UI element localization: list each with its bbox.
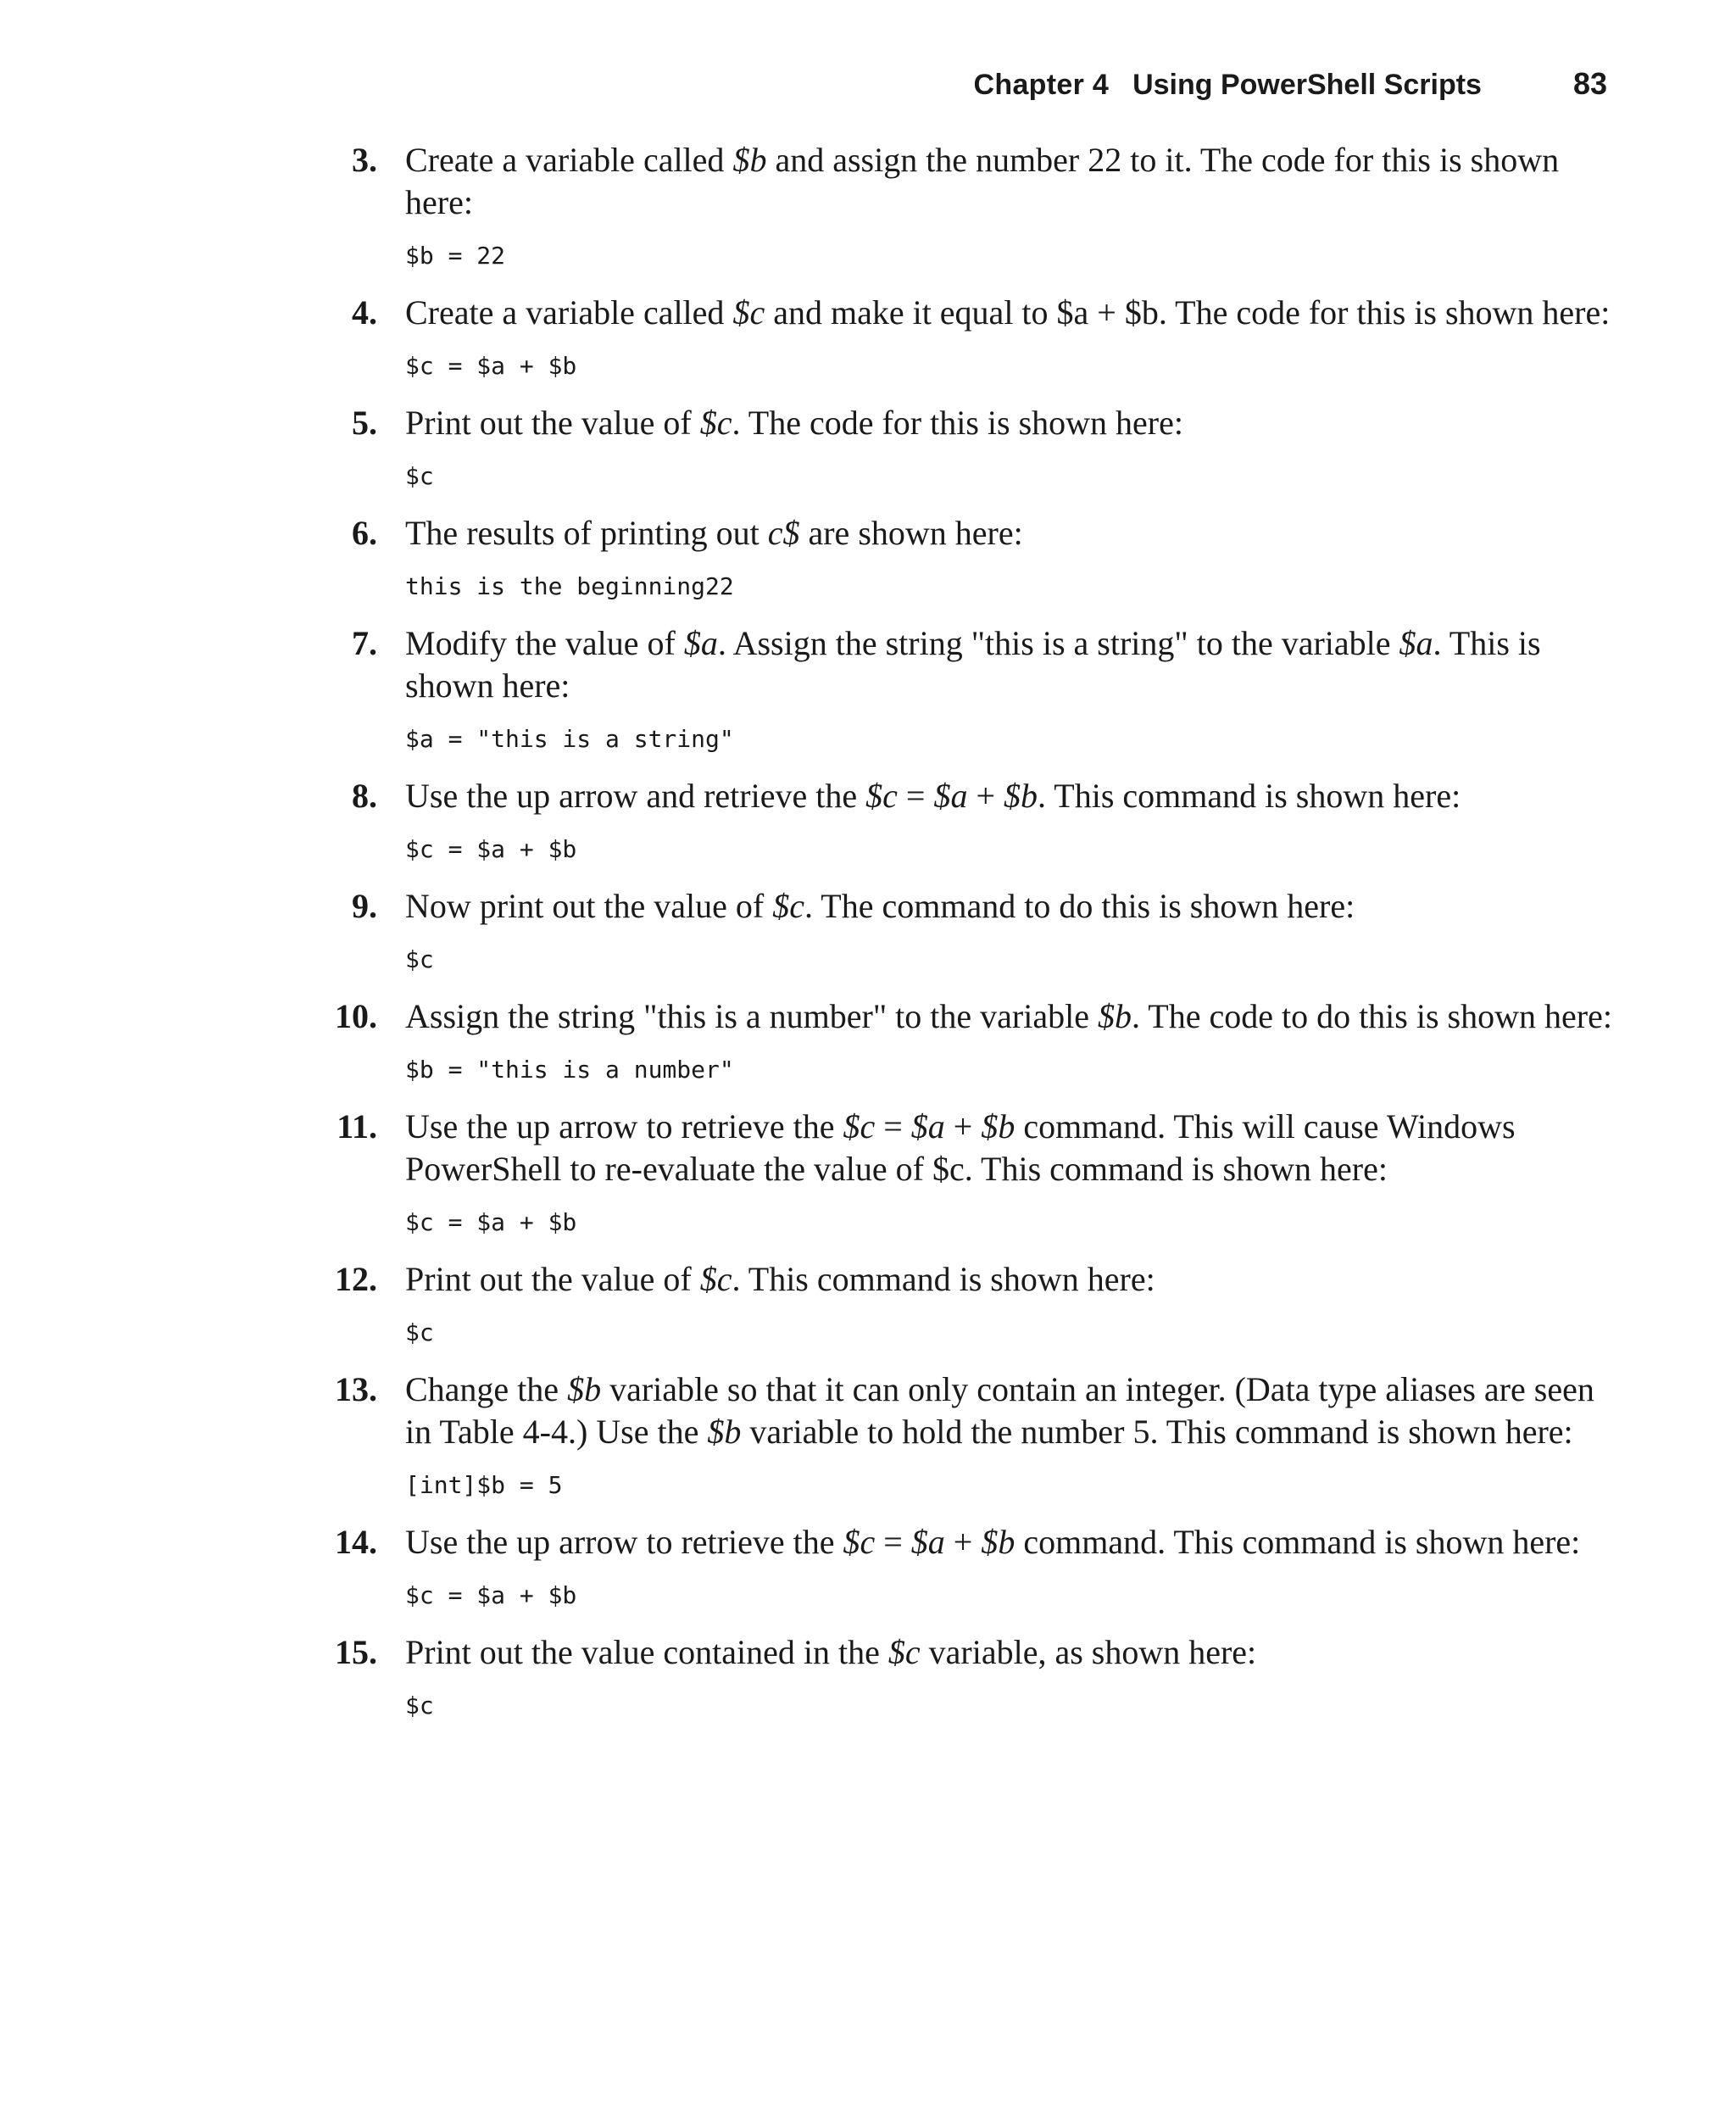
step-item — [0, 1106, 1736, 1238]
chapter-title: Using PowerShell Scripts — [1132, 69, 1482, 101]
step-instruction: Print out the value of $c. The code for this is shown here: — [405, 404, 1183, 442]
variable-name: $c — [699, 404, 732, 442]
variable-name: $c — [772, 887, 805, 925]
procedure-steps — [0, 139, 1736, 1742]
variable-name: $b — [981, 1107, 1015, 1145]
code-sample: $c = $a + $b — [405, 1208, 577, 1236]
step-number: 15. — [335, 1633, 377, 1671]
step-item — [0, 995, 1736, 1085]
code-sample: $c = $a + $b — [405, 835, 577, 863]
step-item — [0, 402, 1736, 492]
variable-name: $c — [887, 1633, 921, 1671]
step-number: 4. — [352, 293, 377, 332]
variable-name: $a — [683, 624, 718, 662]
step-instruction: Print out the value of $c. This command is shown here: — [405, 1260, 1155, 1298]
variable-name: c$ — [767, 514, 800, 552]
variable-name: $c — [843, 1107, 876, 1145]
step-number: 12. — [335, 1260, 377, 1298]
step-number: 14. — [335, 1523, 377, 1561]
page-number: 83 — [1572, 66, 1607, 101]
code-sample: $c = $a + $b — [405, 352, 577, 380]
step-instruction: Modify the value of $a. Assign the string "this is a string" to the variable $a. This is shown here: — [405, 624, 1541, 705]
step-number: 8. — [352, 777, 377, 815]
variable-name: $b — [1097, 997, 1132, 1035]
variable-name: $c — [699, 1260, 732, 1298]
step-item — [0, 775, 1736, 865]
step-item — [0, 139, 1736, 271]
variable-name: $c — [865, 777, 898, 815]
running-header — [974, 66, 1607, 102]
step-number: 11. — [337, 1107, 377, 1145]
step-instruction: Assign the string "this is a number" to the variable $b. The code to do this is shown here: — [405, 997, 1612, 1035]
step-item — [0, 292, 1736, 382]
step-instruction: Now print out the value of $c. The command to do this is shown here: — [405, 887, 1355, 925]
code-sample: $a = "this is a string" — [405, 725, 734, 753]
code-sample: $c — [405, 1692, 434, 1719]
variable-name: $c — [843, 1523, 876, 1561]
step-instruction: The results of printing out c$ are shown here: — [405, 514, 1023, 552]
step-number: 5. — [352, 404, 377, 442]
code-sample: [int]$b = 5 — [405, 1471, 563, 1499]
step-number: 9. — [352, 887, 377, 925]
step-item — [0, 885, 1736, 975]
variable-name: $b — [732, 141, 767, 179]
code-sample: $c — [405, 1318, 434, 1346]
variable-name: $a — [1399, 624, 1433, 662]
chapter-label: Chapter 4 — [973, 69, 1110, 101]
code-sample: $b = 22 — [405, 242, 506, 270]
variable-name: $b — [567, 1370, 602, 1408]
step-instruction: Create a variable called $b and assign the number 22 to it. The code for this is shown here: — [405, 141, 1560, 221]
step-item — [0, 1368, 1736, 1501]
step-number: 3. — [352, 141, 377, 179]
step-item — [0, 622, 1736, 755]
variable-name: $b — [707, 1413, 742, 1451]
step-instruction: Print out the value contained in the $c variable, as shown here: — [405, 1633, 1257, 1671]
variable-name: $c — [732, 293, 765, 332]
variable-name: $a — [933, 777, 968, 815]
variable-name: $b — [1004, 777, 1038, 815]
code-sample: this is the beginning22 — [405, 572, 734, 600]
variable-name: $a — [910, 1107, 945, 1145]
step-instruction: Use the up arrow to retrieve the $c = $a + $b command. This will cause Windows PowerShell to re-evaluate the value of $c. This command is shown here: — [405, 1107, 1516, 1188]
code-sample: $c = $a + $b — [405, 1581, 577, 1609]
step-number: 13. — [335, 1370, 377, 1408]
step-item — [0, 1258, 1736, 1348]
step-number: 10. — [335, 997, 377, 1035]
step-instruction: Create a variable called $c and make it equal to $a + $b. The code for this is shown here: — [405, 293, 1611, 332]
code-sample: $c — [405, 462, 434, 490]
step-item — [0, 1631, 1736, 1721]
code-sample: $b = "this is a number" — [405, 1056, 734, 1084]
step-instruction: Use the up arrow to retrieve the $c = $a + $b command. This command is shown here: — [405, 1523, 1581, 1561]
code-sample: $c — [405, 945, 434, 973]
variable-name: $a — [910, 1523, 945, 1561]
step-item — [0, 512, 1736, 602]
step-instruction: Change the $b variable so that it can only contain an integer. (Data type aliases are seen in Table 4-4.) Use the $b variable to hold the number 5. This command is shown here: — [405, 1370, 1594, 1451]
step-instruction: Use the up arrow and retrieve the $c = $a + $b. This command is shown here: — [405, 777, 1461, 815]
step-item — [0, 1521, 1736, 1611]
variable-name: $b — [981, 1523, 1015, 1561]
step-number: 6. — [352, 514, 377, 552]
step-number: 7. — [352, 624, 377, 662]
